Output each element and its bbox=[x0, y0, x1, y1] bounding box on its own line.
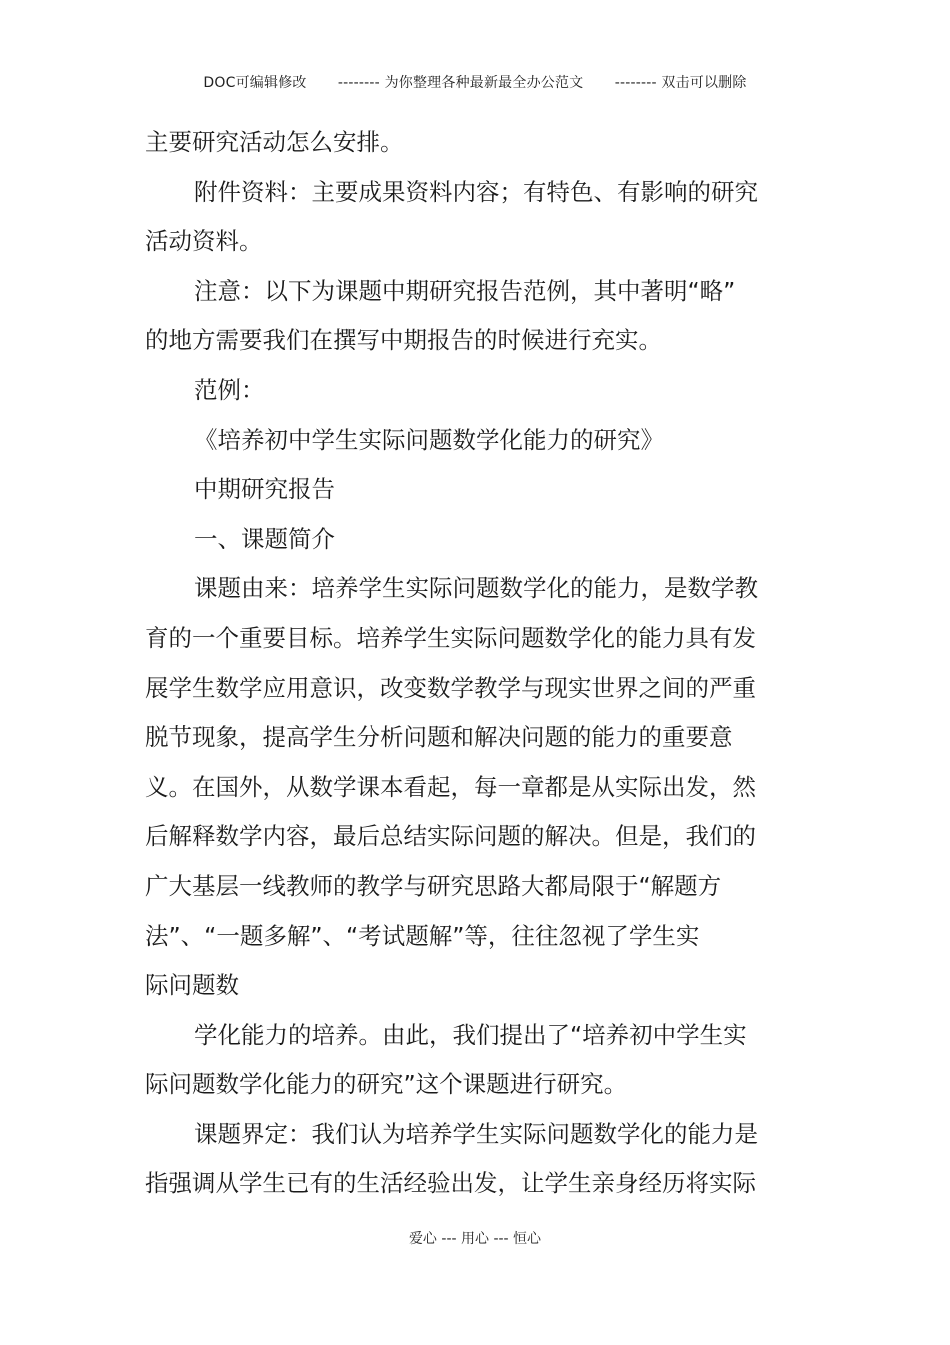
page-header bbox=[0, 72, 950, 92]
paragraph-line: 展学生数学应用意识，改变数学教学与现实世界之间的严重 bbox=[145, 673, 756, 702]
paragraph-line: 课题界定：我们认为培养学生实际问题数学化的能力是 bbox=[194, 1119, 758, 1148]
report-subtitle: 中期研究报告 bbox=[194, 475, 335, 504]
paragraph-line: 育的一个重要目标。培养学生实际问题数学化的能力具有发 bbox=[145, 623, 756, 652]
header-doc-label: DOC可编辑修改 bbox=[203, 75, 307, 91]
header-delete-hint: -------- 双击可以删除 bbox=[614, 75, 747, 91]
paragraph-line: 际问题数 bbox=[145, 971, 239, 1000]
paragraph-line: 后解释数学内容，最后总结实际问题的解决。但是，我们的 bbox=[145, 822, 756, 851]
paragraph-line: 广大基层一线教师的教学与研究思路大都局限于“解题方 bbox=[145, 871, 722, 900]
paragraph-line: 脱节现象，提高学生分析问题和解决问题的能力的重要意 bbox=[145, 723, 733, 752]
paragraph-line: 义。在国外，从数学课本看起，每一章都是从实际出发，然 bbox=[145, 772, 756, 801]
paragraph-line: 际问题数学化能力的研究”这个课题进行研究。 bbox=[145, 1070, 628, 1099]
paragraph-line: 附件资料：主要成果资料内容；有特色、有影响的研究 bbox=[194, 177, 758, 206]
paragraph-line: 活动资料。 bbox=[145, 227, 263, 256]
section-heading: 一、课题简介 bbox=[194, 524, 335, 553]
paragraph-line: 的地方需要我们在撰写中期报告的时候进行充实。 bbox=[145, 326, 662, 355]
paragraph-line: 注意：以下为课题中期研究报告范例，其中著明“略” bbox=[194, 276, 736, 305]
paragraph-line: 主要研究活动怎么安排。 bbox=[145, 128, 404, 156]
paragraph-line: 学化能力的培养。由此，我们提出了“培养初中学生实 bbox=[194, 1020, 747, 1049]
paragraph-line: 指强调从学生已有的生活经验出发，让学生亲身经历将实际 bbox=[145, 1169, 756, 1198]
page-footer: 爱心 --- 用心 --- 恒心 bbox=[408, 1231, 542, 1247]
paragraph-line: 课题由来：培养学生实际问题数学化的能力，是数学教 bbox=[194, 574, 758, 603]
header-subtitle: -------- 为你整理各种最新最全办公范文 bbox=[337, 75, 584, 91]
paragraph-line: 范例： bbox=[194, 375, 265, 404]
document-body bbox=[145, 118, 758, 1209]
report-title: 《培养初中学生实际问题数学化能力的研究》 bbox=[194, 425, 664, 454]
paragraph-line: 法”、“一题多解”、“考试题解”等，往往忽视了学生实 bbox=[145, 921, 700, 950]
